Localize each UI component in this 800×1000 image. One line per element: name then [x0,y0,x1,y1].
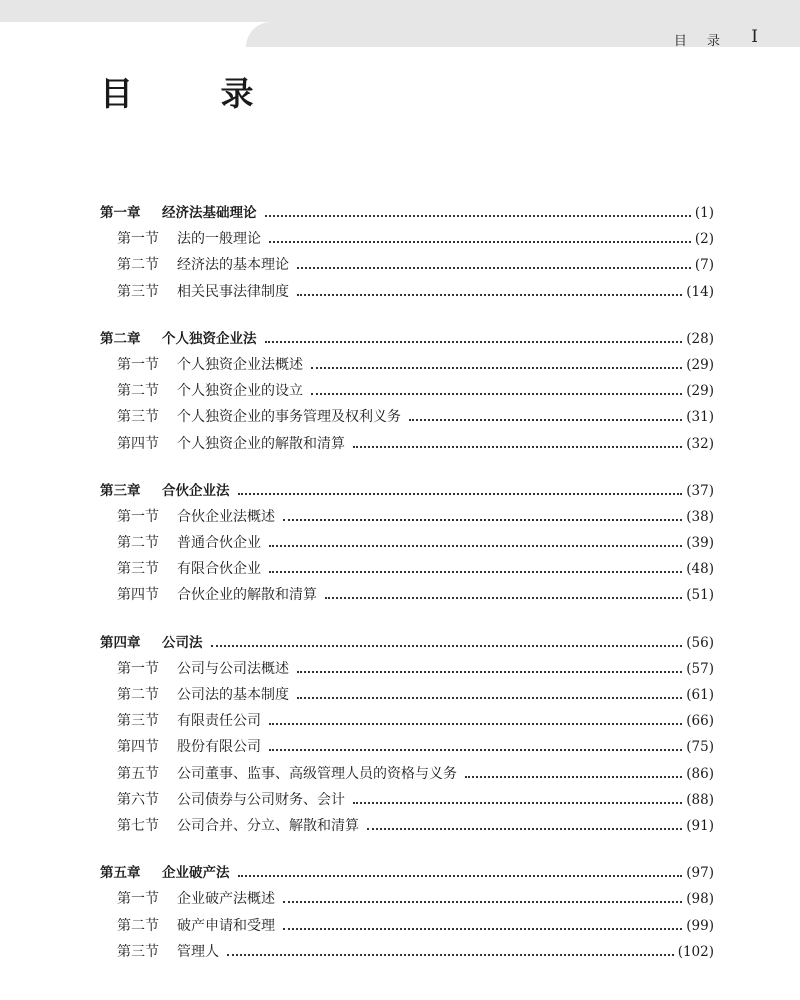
section-title: 经济法的基本理论 [177,257,289,274]
toc-chapter-group [100,860,714,965]
toc-section-row[interactable] [100,226,714,252]
section-page-number: (57) [686,660,714,677]
section-label: 第二节 [117,535,159,552]
section-page-number: (29) [686,383,714,400]
section-label: 第二节 [117,257,159,274]
dot-leader [297,266,691,269]
section-title: 个人独资企业的设立 [177,383,303,400]
running-header-title: 目 录 [673,34,728,49]
section-title: 法的一般理论 [177,231,261,248]
section-title: 个人独资企业法概述 [177,356,303,373]
toc-section-row[interactable] [100,761,714,787]
dot-leader [269,544,682,547]
toc-section-row[interactable] [100,656,714,682]
section-title: 公司法的基本制度 [177,687,289,703]
toc-section-row[interactable] [100,939,714,965]
section-title: 普通合伙企业 [177,535,261,552]
section-page-number: (75) [686,739,714,756]
dot-leader [353,445,682,448]
table-of-contents [100,200,714,986]
toc-chapter-row[interactable] [100,630,714,656]
section-page-number: (39) [686,535,714,552]
section-title: 合伙企业法概述 [177,508,275,525]
chapter-title: 个人独资企业法 [162,330,257,347]
dot-leader [297,293,682,296]
section-page-number: (51) [686,587,714,604]
chapter-page-number: (1) [694,205,714,221]
section-page-number: (14) [686,283,714,300]
dot-leader [283,927,682,930]
toc-section-row[interactable] [100,404,714,430]
dot-leader [283,900,682,903]
dot-leader [367,827,682,830]
chapter-label: 第五章 [100,865,141,882]
section-label: 第四节 [117,587,159,604]
dot-leader [269,240,691,243]
chapter-page-number: (28) [686,330,714,347]
section-page-number: (32) [686,435,714,452]
section-label: 第一节 [117,660,159,677]
toc-chapter-group [100,326,714,457]
section-title: 个人独资企业的事务管理及权利义务 [177,409,401,426]
toc-section-row[interactable] [100,708,714,734]
section-label: 第一节 [117,356,159,373]
toc-section-row[interactable] [100,886,714,912]
toc-chapter-group [100,478,714,609]
section-label: 第一节 [117,508,159,525]
chapter-title: 企业破产法 [162,865,230,882]
section-label: 第三节 [117,283,159,300]
section-title: 公司合并、分立、解散和清算 [177,817,359,834]
page-title: 目 录 [100,74,292,113]
section-label: 第二节 [117,917,159,934]
toc-section-row[interactable] [100,504,714,530]
section-label: 第二节 [117,383,159,400]
section-page-number: (29) [686,356,714,373]
section-title: 公司债券与公司财务、会计 [177,791,345,808]
chapter-title: 公司法 [162,634,203,651]
section-page-number: (38) [686,508,714,525]
section-page-number: (91) [686,817,714,834]
toc-section-row[interactable] [100,913,714,939]
toc-chapter-row[interactable] [100,860,714,886]
running-header-band [0,0,800,22]
toc-section-row[interactable] [100,556,714,582]
section-label: 第四节 [117,435,159,452]
dot-leader [211,644,683,647]
toc-section-row[interactable] [100,734,714,760]
toc-section-row[interactable] [100,279,714,305]
section-title: 合伙企业的解散和清算 [177,587,317,604]
section-label: 第四节 [117,739,159,756]
section-title: 破产申请和受理 [177,917,275,934]
section-label: 第一节 [117,891,159,908]
toc-chapter-group [100,630,714,840]
chapter-page-number: (97) [686,865,714,882]
chapter-label: 第二章 [100,330,141,347]
dot-leader [409,418,682,421]
dot-leader [283,518,682,521]
toc-section-row[interactable] [100,378,714,404]
running-header-page-number: I [751,27,758,47]
chapter-page-number: (37) [686,482,714,499]
toc-section-row[interactable] [100,530,714,556]
section-title: 企业破产法概述 [177,891,275,908]
section-label: 第一节 [117,231,159,248]
dot-leader [311,366,682,369]
section-label: 第五节 [117,765,159,782]
section-title: 公司与公司法概述 [177,660,289,677]
section-title: 管理人 [177,943,219,960]
toc-section-row[interactable] [100,582,714,608]
dot-leader [297,696,682,699]
toc-section-row[interactable] [100,352,714,378]
section-page-number: (98) [686,891,714,908]
section-page-number: (31) [686,409,714,426]
section-title: 公司董事、监事、高级管理人员的资格与义务 [177,765,457,782]
dot-leader [238,874,683,877]
toc-section-row[interactable] [100,431,714,457]
section-page-number: (66) [686,713,714,730]
dot-leader [269,570,682,573]
dot-leader [297,670,682,673]
dot-leader [269,722,682,725]
section-title: 有限责任公司 [177,713,261,730]
section-label: 第三节 [117,713,159,730]
chapter-page-number: (56) [686,634,714,651]
chapter-label: 第三章 [100,482,141,499]
toc-chapter-row[interactable] [100,326,714,352]
section-label: 第三节 [117,409,159,426]
section-label: 第二节 [117,687,159,703]
dot-leader [238,492,683,495]
section-title: 有限合伙企业 [177,561,261,578]
section-page-number: (2) [694,231,714,248]
dot-leader [311,392,682,395]
section-label: 第六节 [117,791,159,808]
dot-leader [265,214,691,217]
section-title: 个人独资企业的解散和清算 [177,435,345,452]
section-page-number: (102) [677,943,714,960]
chapter-title: 经济法基础理论 [162,205,257,221]
section-page-number: (48) [686,561,714,578]
dot-leader [227,953,674,956]
chapter-title: 合伙企业法 [162,482,230,499]
chapter-label: 第一章 [100,205,141,221]
dot-leader [325,596,682,599]
toc-section-row[interactable] [100,787,714,813]
section-label: 第三节 [117,561,159,578]
section-label: 第七节 [117,817,159,834]
dot-leader [269,748,682,751]
chapter-label: 第四章 [100,634,141,651]
toc-chapter-group [100,200,714,305]
dot-leader [353,801,682,804]
section-title: 股份有限公司 [177,739,261,756]
section-title: 相关民事法律制度 [177,283,289,300]
toc-chapter-row[interactable] [100,200,714,226]
toc-section-row[interactable] [100,682,714,708]
section-page-number: (7) [694,257,714,274]
section-page-number: (86) [686,765,714,782]
toc-section-row[interactable] [100,252,714,278]
section-page-number: (99) [686,917,714,934]
section-label: 第三节 [117,943,159,960]
dot-leader [465,775,682,778]
dot-leader [265,340,683,343]
toc-section-row[interactable] [100,813,714,839]
section-page-number: (61) [686,687,714,703]
section-page-number: (88) [686,791,714,808]
toc-chapter-row[interactable] [100,478,714,504]
